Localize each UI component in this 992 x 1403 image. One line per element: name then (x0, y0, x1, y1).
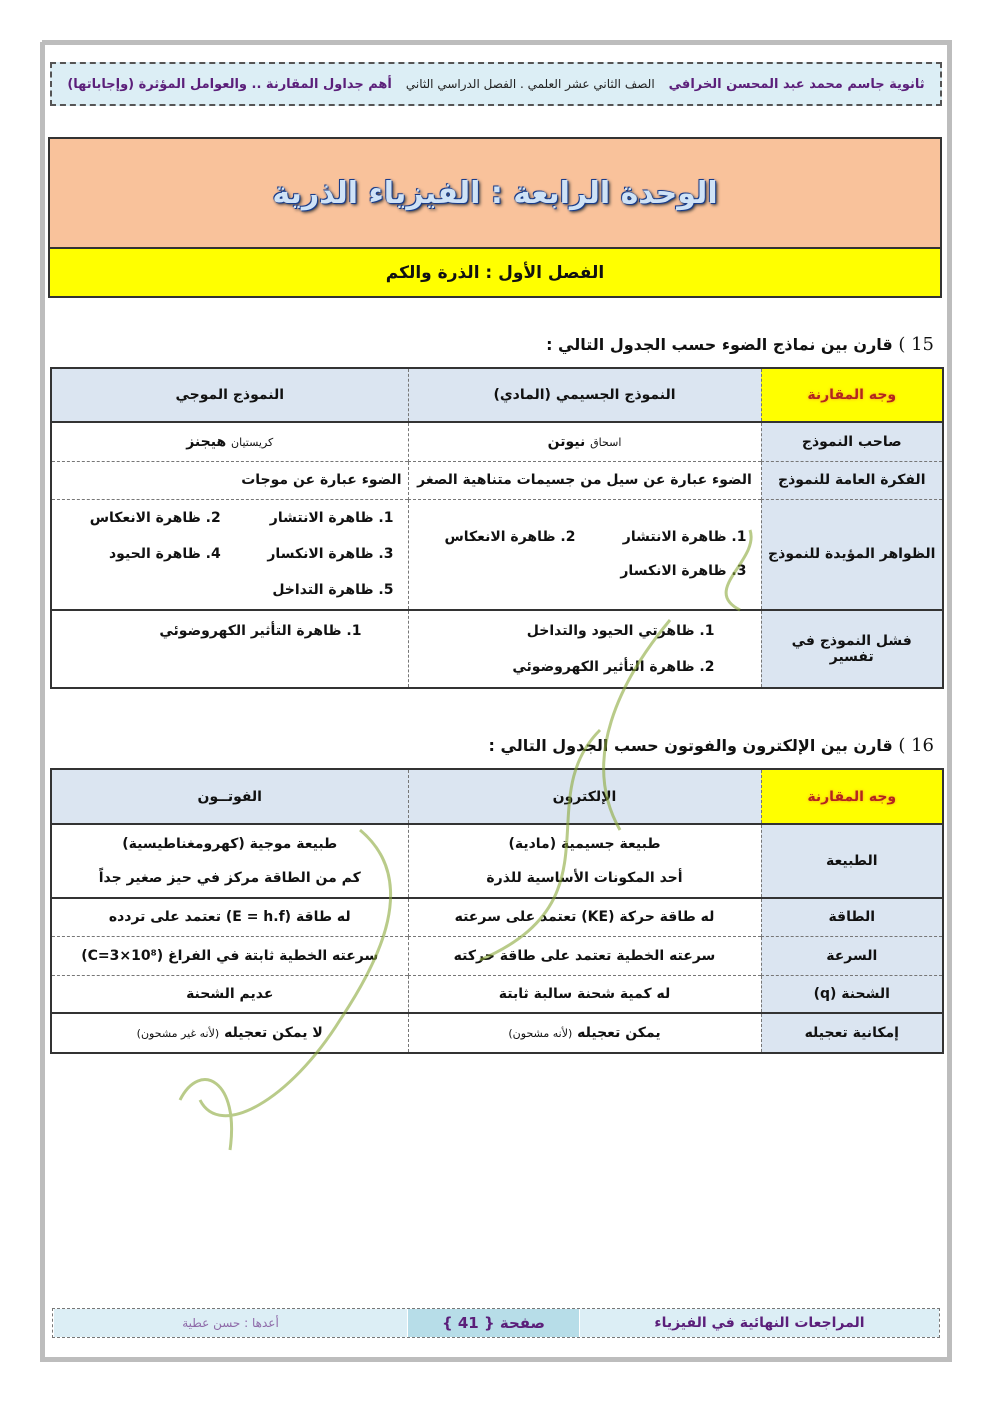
cell-text: له طاقة (E = h.f) تعتمد على تردده (51, 898, 408, 936)
cell-text: الضوء عبارة عن موجات (51, 461, 408, 499)
cell-text: السرعة (761, 936, 943, 975)
cell-text: يمكن تعجيله (577, 1025, 661, 1041)
header-particle: النموذج الجسيمي (المادي) (408, 368, 761, 422)
cell-text: أحد المكونات الأساسية للذرة (486, 870, 683, 886)
header-aspect: وجه المقارنة (761, 769, 943, 824)
table-row (51, 368, 943, 422)
cell-text: سرعته الخطية تعتمد على طاقة حركته (408, 936, 761, 975)
cell-text: طبيعة موجية (كهرومغناطيسية) (122, 836, 338, 852)
cell-text: 2. ظاهرة الانعكاس (89, 510, 221, 527)
cell-text: 3. ظاهرة الانكسار (620, 563, 747, 580)
page-border-top (42, 40, 952, 45)
cell-text: له طاقة حركة (KE) تعتمد على سرعته (408, 898, 761, 936)
page-border-left (40, 42, 45, 1362)
header-electron: الإلكترون (408, 769, 761, 824)
cell-text: صاحب النموذج (761, 422, 943, 461)
chapter-title: الفصل الأول : الذرة والكم (48, 247, 942, 298)
cell-text: قارن بين الإلكترون والفوتون حسب الجدول التالي : (488, 736, 893, 755)
header-aspect: وجه المقارنة (761, 368, 943, 422)
cell-text: نيوتن (547, 433, 586, 450)
cell-text: الطبيعة (761, 824, 943, 898)
cell-text: الظواهر المؤيدة للنموذج (761, 499, 943, 610)
cell-text: طبيعة جسيمية (مادية) (508, 836, 661, 852)
table-cell (408, 422, 761, 461)
unit-title: الوحدة الرابعة : الفيزياء الذرية (48, 137, 942, 248)
cell-text: فشل النموذج في تفسير (761, 610, 943, 688)
cell-text: 1. ظاهرتي الحيود والتداخل (526, 623, 715, 639)
cell-text: (لأنه مشحون) (508, 1027, 573, 1040)
cell-text: قارن بين نماذج الضوء حسب الجدول التالي : (546, 335, 893, 354)
page-header (50, 62, 942, 106)
header-photon: الفوتــون (51, 769, 408, 824)
cell-text: 2. ظاهرة التأثير الكهروضوئي (512, 659, 715, 675)
page-footer (52, 1308, 940, 1338)
cell-text: 1. ظاهرة التأثير الكهروضوئي (159, 623, 362, 639)
table-row (51, 422, 943, 461)
cell-text: لا يمكن تعجيله (224, 1025, 323, 1041)
watermark-signature (60, 500, 780, 1200)
cell-text: 1. ظاهرة الانتشار (269, 510, 394, 527)
page-border-right (947, 42, 952, 1362)
cell-text: اسحاق (590, 435, 622, 449)
cell-text: سرعته الخطية ثابتة في الفراغ (C=3×10⁸) (51, 936, 408, 975)
cell-text: 15 ) (898, 334, 934, 355)
cell-text: 16 ) (898, 735, 934, 756)
question-15 (546, 334, 934, 355)
table-row (51, 461, 943, 499)
cell-text: كم من الطاقة مركز في حيز صغير جداً (98, 870, 361, 886)
cell-text: (لأنه غير مشحون) (136, 1027, 220, 1040)
cell-text: 5. ظاهرة التداخل (272, 582, 394, 599)
cell-text: الفكرة العامة للنموذج (761, 461, 943, 499)
cell-text: الطاقة (761, 898, 943, 936)
page-number: صفحة { 41 } (407, 1309, 579, 1337)
footer-author: أعدها : حسن عطية (53, 1309, 407, 1337)
school-name: ثانوية جاسم محمد عبد المحسن الخرافي (668, 76, 925, 92)
cell-text: هيجنز (186, 433, 227, 450)
header-topic: أهم جداول المقارنة .. والعوامل المؤثرة (وإجاباتها) (67, 76, 392, 92)
grade-info: الصف الثاني عشر العلمي . الفصل الدراسي الثاني (405, 77, 655, 91)
table-cell (51, 422, 408, 461)
cell-text: 3. ظاهرة الانكسار (267, 546, 394, 563)
cell-text: 2. ظاهرة الانعكاس (444, 529, 576, 546)
cell-text: كريستيان (231, 435, 274, 449)
cell-text: 4. ظاهرة الحيود (108, 546, 221, 563)
cell-text: الضوء عبارة عن سيل من جسيمات متناهية الصغر (408, 461, 761, 499)
cell-text: له كمية شحنة سالبة ثابتة (408, 975, 761, 1013)
page-border-bottom (42, 1357, 952, 1362)
header-wave: النموذج الموجي (51, 368, 408, 422)
cell-text: الشحنة (q) (761, 975, 943, 1013)
footer-book-title: المراجعات النهائية في الفيزياء (579, 1309, 939, 1337)
cell-text: عديم الشحنة (51, 975, 408, 1013)
cell-text: إمكانية تعجيله (761, 1013, 943, 1053)
cell-text: 1. ظاهرة الانتشار (622, 529, 747, 546)
